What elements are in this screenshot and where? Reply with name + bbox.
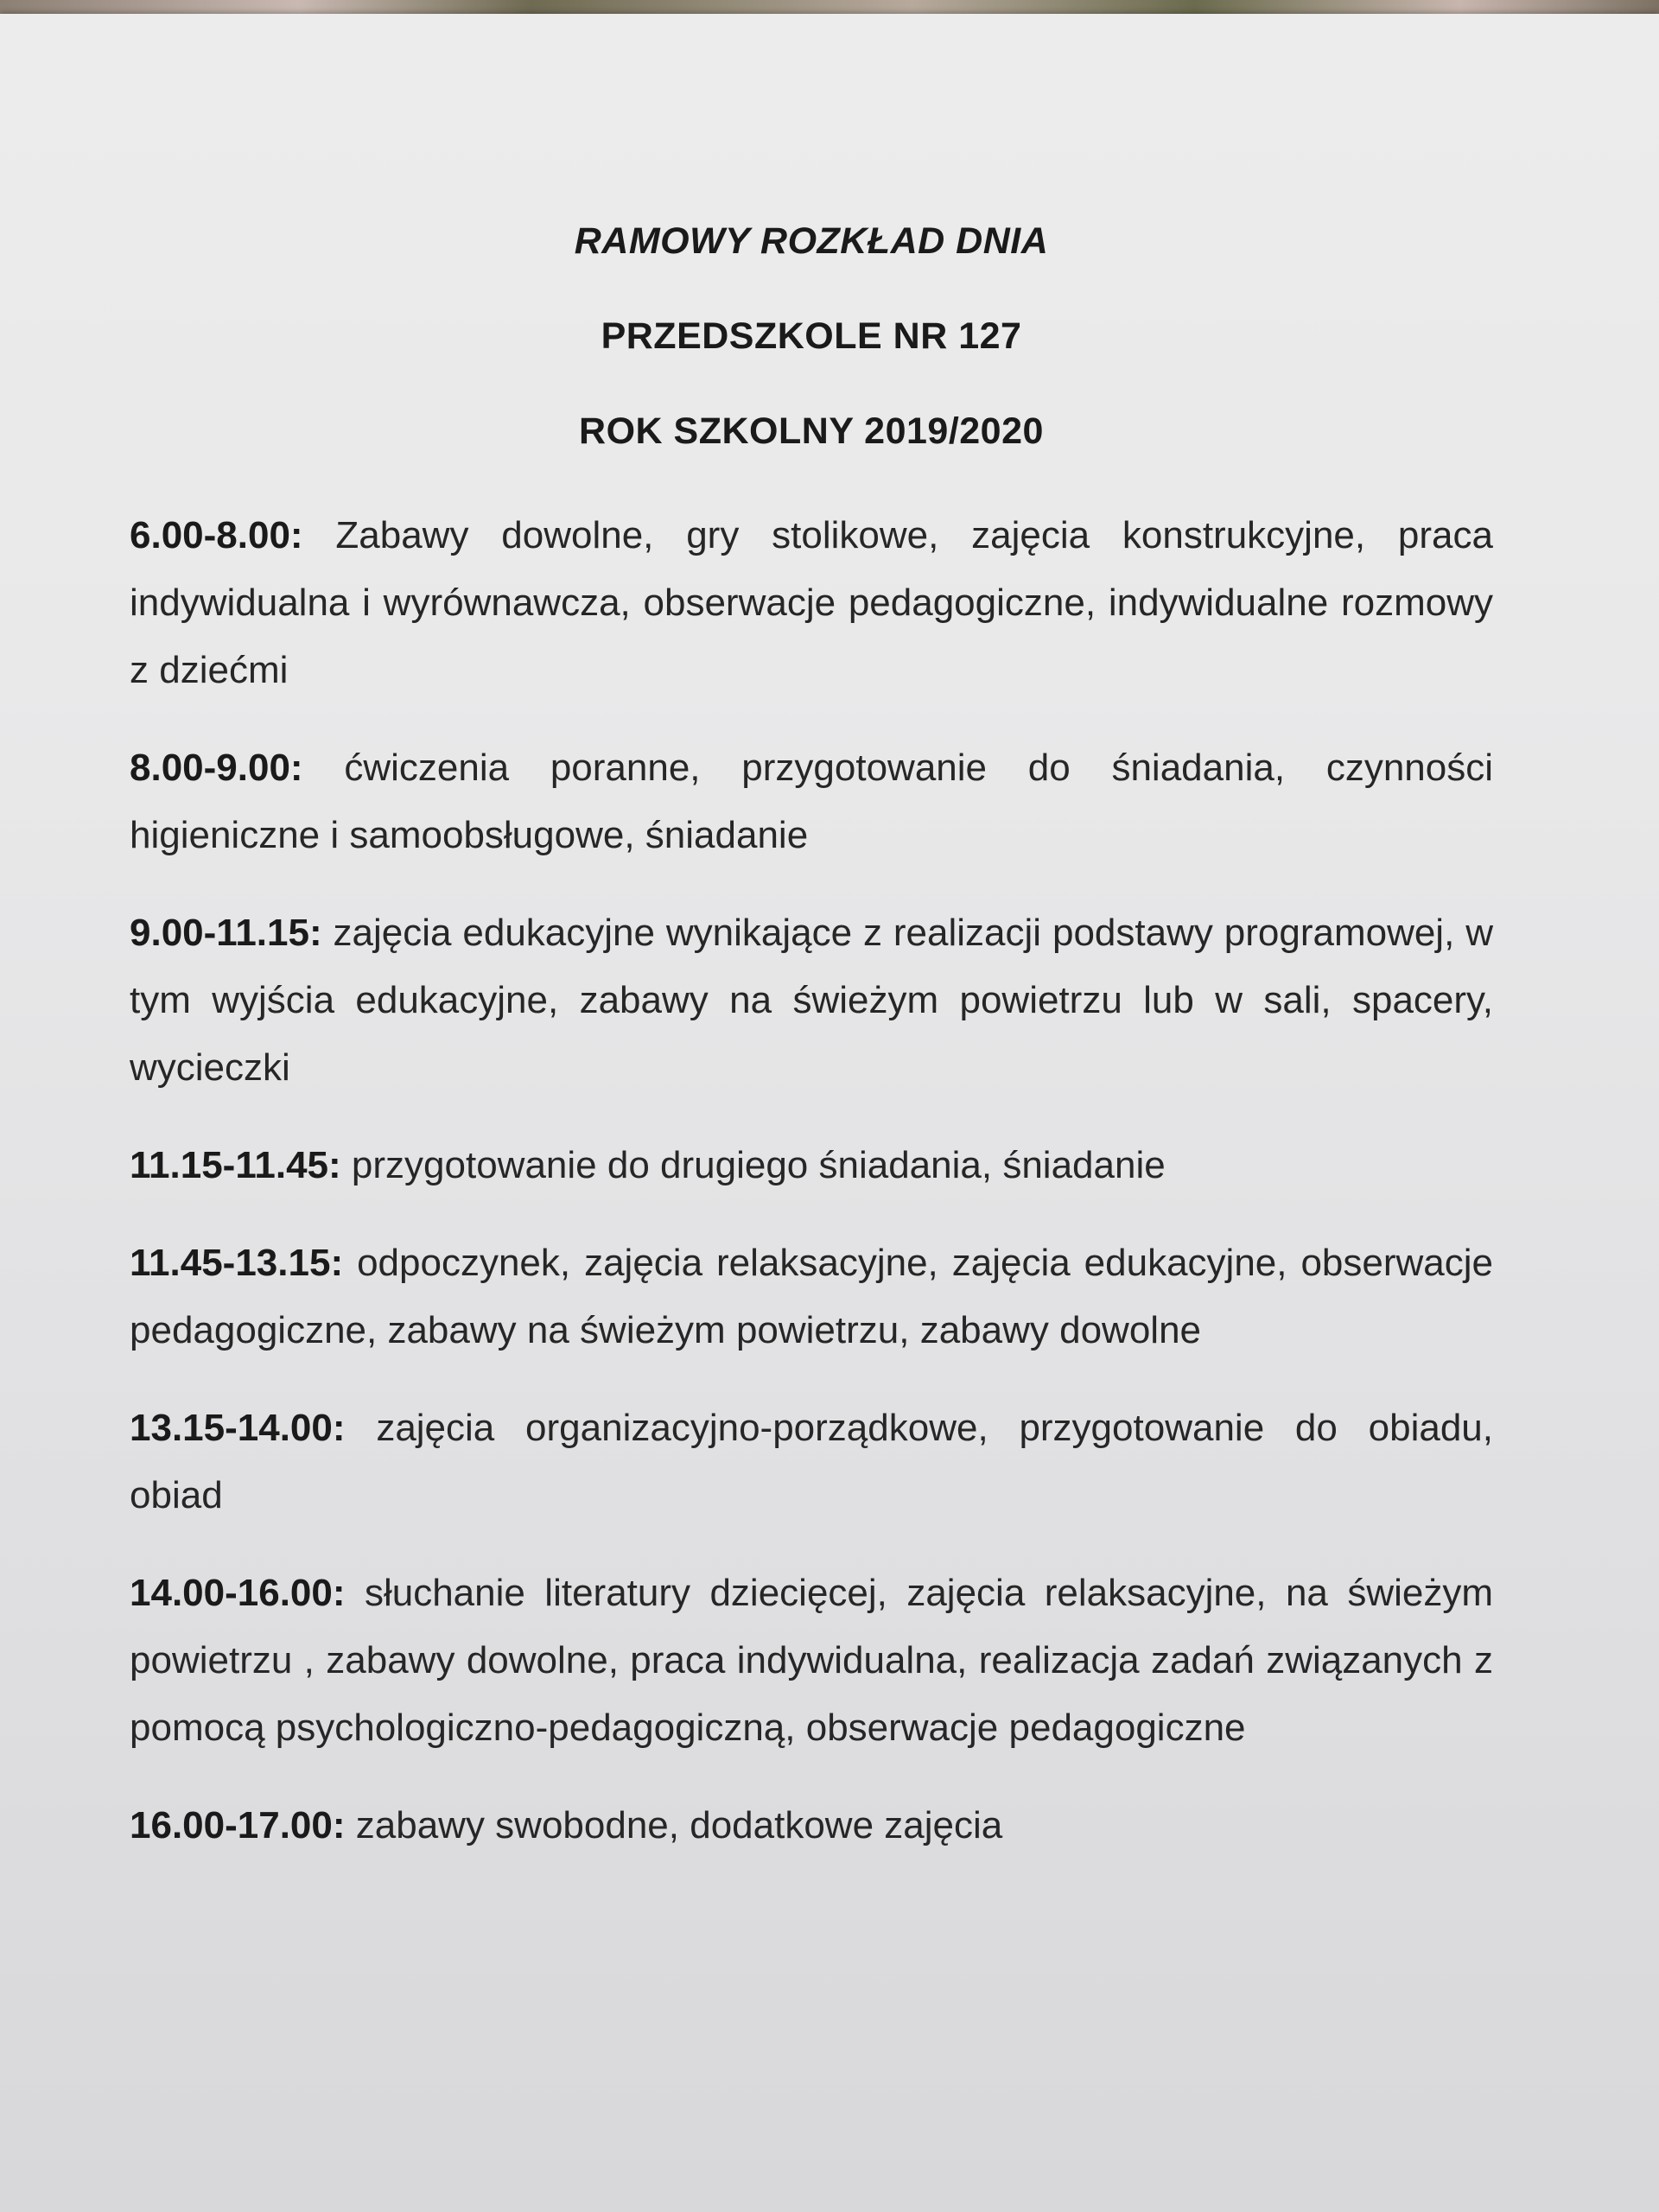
- schedule-entry: [130, 899, 1493, 1102]
- schedule-time: 16.00-17.00:: [130, 1804, 346, 1847]
- document-title: RAMOWY ROZKŁAD DNIA: [574, 220, 1049, 262]
- schedule-entry: [130, 502, 1493, 704]
- document-subtitle: PRZEDSZKOLE NR 127: [601, 315, 1022, 357]
- schedule-time: 6.00-8.00:: [130, 514, 303, 556]
- schedule-time: 13.15-14.00:: [130, 1407, 346, 1449]
- schedule-entry: [130, 734, 1493, 869]
- schedule-time: 8.00-9.00:: [130, 747, 303, 789]
- schedule-text: zajęcia edukacyjne wynikające z realizacji podstawy programowej, w tym wyjścia edukacyjne, zabawy na świeżym powietrzu lub w sali, spacery, wycieczki: [130, 912, 1493, 1089]
- document-body: [130, 217, 1493, 1890]
- schedule-text: Zabawy dowolne, gry stolikowe, zajęcia konstrukcyjne, praca indywidualna i wyrównawcza, obserwacje pedagogiczne, indywidualne rozmowy z dziećmi: [130, 514, 1493, 691]
- paper-sheet: [0, 14, 1659, 2212]
- schedule-time: 14.00-16.00:: [130, 1572, 346, 1614]
- schedule-time: 11.15-11.45:: [130, 1144, 341, 1186]
- school-year: ROK SZKOLNY 2019/2020: [579, 410, 1044, 452]
- schedule-text: zabawy swobodne, dodatkowe zajęcia: [355, 1804, 1003, 1847]
- schedule-text: zajęcia organizacyjno-porządkowe, przygotowanie do obiadu, obiad: [130, 1407, 1493, 1516]
- schedule-time: 11.45-13.15:: [130, 1242, 344, 1284]
- schedule-text: słuchanie literatury dziecięcej, zajęcia relaksacyjne, na świeżym powietrzu , zabawy dowolne, praca indywidualna, realizacja zadań związanych z pomocą psychologiczno-pedagogiczną, obserwacje pedagogiczne: [130, 1572, 1493, 1749]
- schedule-entry: [130, 1132, 1493, 1199]
- schedule-entry: [130, 1395, 1493, 1529]
- schedule-time: 9.00-11.15:: [130, 912, 322, 954]
- schedule-entry: [130, 1560, 1493, 1762]
- schedule-text: przygotowanie do drugiego śniadania, śniadanie: [351, 1144, 1166, 1186]
- schedule-text: odpoczynek, zajęcia relaksacyjne, zajęcia edukacyjne, obserwacje pedagogiczne, zabawy na świeżym powietrzu, zabawy dowolne: [130, 1242, 1493, 1351]
- schedule-entry: [130, 1792, 1493, 1859]
- schedule-entry: [130, 1230, 1493, 1364]
- schedule-text: ćwiczenia poranne, przygotowanie do śniadania, czynności higieniczne i samoobsługowe, śniadanie: [130, 747, 1494, 856]
